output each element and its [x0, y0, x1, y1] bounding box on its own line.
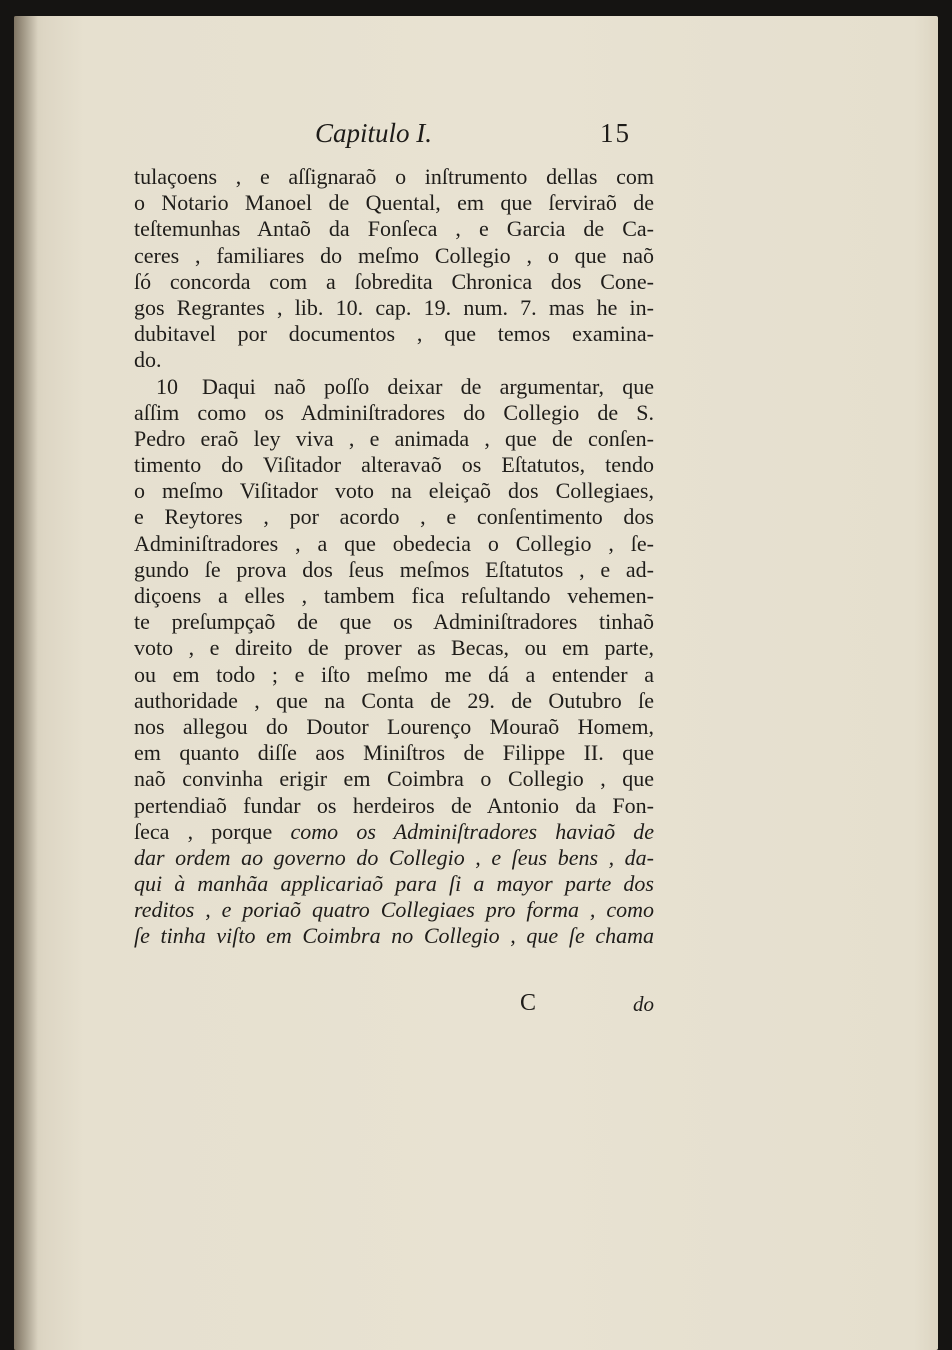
page-header — [135, 118, 655, 158]
italic-line: ſe tinha viſto em Coimbra no Collegio , que ſe chama — [134, 923, 654, 949]
text-line: ſeca , porque — [134, 818, 273, 844]
italic-line: dar ordem ao governo do Collegio , e ſeus bens , da- — [134, 844, 654, 870]
catchword: do — [633, 992, 654, 1016]
text-line: o Notario Manoel de Quental, em que ſerviraõ de — [134, 190, 654, 216]
text-line: Daqui naõ poſſo deixar de argumentar, que — [202, 373, 654, 399]
text-line: voto , e direito de prover as Becas, ou em parte, — [134, 635, 654, 661]
text-line: nos allegou do Doutor Lourenço Mouraõ Homem, — [134, 713, 654, 739]
mixed-line — [134, 819, 654, 845]
text-line: tulaçoens , e aſſignaraõ o inſtrumento dellas com — [134, 164, 654, 189]
text-line: pertendiaõ fundar os herdeiros de Antonio da Fon- — [134, 792, 654, 818]
text-line: gundo ſe prova dos ſeus meſmos Eſtatutos , e ad- — [134, 556, 654, 582]
page-number: 15 — [600, 118, 631, 148]
text-line: dubitavel por documentos , que temos examina- — [134, 321, 654, 347]
text-line: naõ convinha erigir em Coimbra o Collegio , que — [134, 766, 654, 792]
text-line: aſſim como os Adminiſtradores do Collegio de S. — [134, 399, 654, 425]
running-head: Capitulo I. — [315, 118, 433, 148]
text-line: ou em todo ; e iſto meſmo me dá a entender a — [134, 661, 654, 687]
text-line: ſó concorda com a ſobredita Chronica dos Cone- — [134, 268, 654, 294]
signature-mark: C — [520, 990, 537, 1016]
italic-line: reditos , e poriaõ quatro Collegiaes pro forma , como — [134, 897, 654, 923]
text-line: do. — [134, 347, 162, 373]
text-line: e Reytores , por acordo , e conſentimento dos — [134, 504, 654, 530]
page-footer — [134, 990, 654, 1020]
text-line: ceres , familiares do meſmo Collegio , o que naõ — [134, 242, 654, 268]
text-line: Pedro eraõ ley viva , e animada , que de conſen- — [134, 425, 654, 451]
text-line: timento do Viſitador alteravaõ os Eſtatutos, tendo — [134, 452, 654, 478]
body-text — [134, 164, 654, 950]
text-line: teſtemunhas Antaõ da Fonſeca , e Garcia de Ca- — [134, 216, 654, 242]
text-line: gos Regrantes , lib. 10. cap. 19. num. 7. mas he in- — [134, 294, 654, 320]
paragraph-first-line — [134, 374, 654, 400]
page-gutter-shadow — [14, 16, 38, 1350]
paragraph-number: 10 — [156, 373, 178, 399]
text-line: Adminiſtradores , a que obedecia o Collegio , ſe- — [134, 530, 654, 556]
text-line: em quanto diſſe aos Miniſtros de Filippe II. que — [134, 740, 654, 766]
text-line: o meſmo Viſitador voto na eleiçaõ dos Collegiaes, — [134, 478, 654, 504]
text-line: authoridade , que na Conta de 29. de Outubro ſe — [134, 687, 654, 713]
italic-line: qui à manhãa applicariaõ para ſi a mayor parte dos — [134, 871, 654, 897]
text-line: te preſumpçaõ de que os Adminiſtradores tinhaõ — [134, 609, 654, 635]
text-line: diçoens a elles , tambem fica reſultando vehemen- — [134, 583, 654, 608]
italic-text: como os Adminiſtradores haviaõ de — [290, 818, 655, 844]
